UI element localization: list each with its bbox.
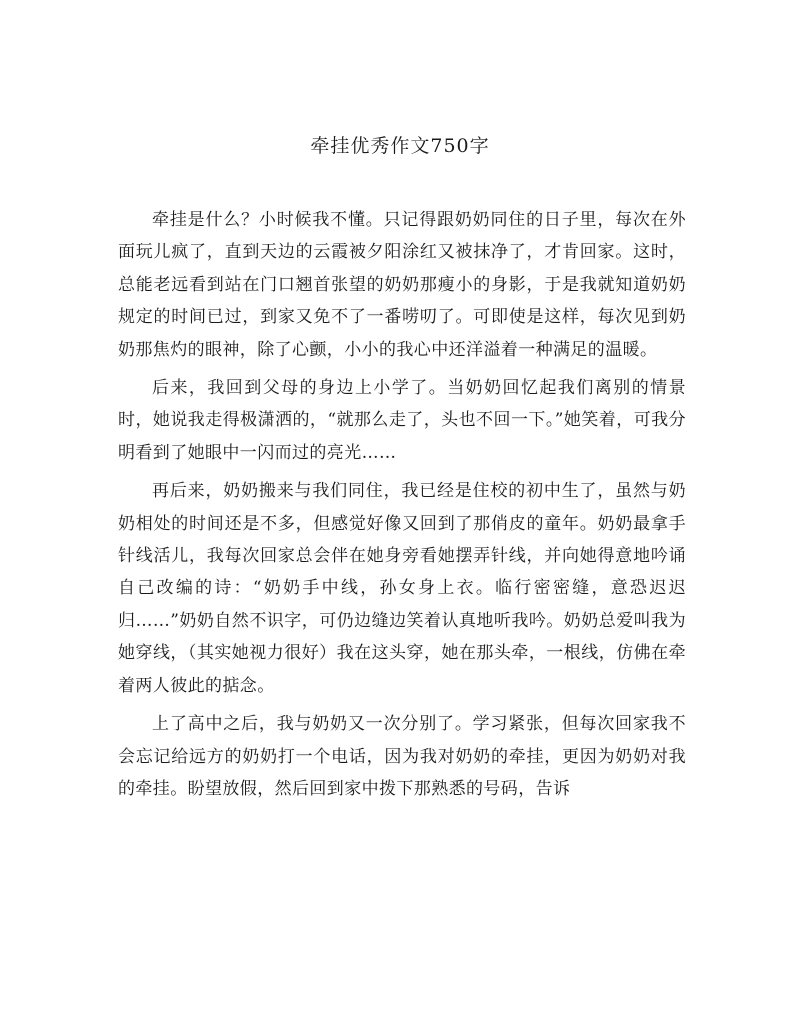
document-body	[118, 204, 686, 811]
paragraph-1: 牵挂是什么？小时候我不懂。只记得跟奶奶同住的日子里，每次在外面玩儿疯了，直到天边的云霞被夕阳涂红又被抹净了，才肯回家。这时，总能老远看到站在门口翘首张望的奶奶那瘦小的身影，于是我就知道奶奶规定的时间已过，到家又免不了一番唠叨了。可即使是这样，每次见到奶奶那焦灼的眼神，除了心颤，小小的我心中还洋溢着一种满足的温暖。	[118, 210, 686, 360]
paragraph-2: 后来，我回到父母的身边上小学了。当奶奶回忆起我们离别的情景时，她说我走得极潇洒的，“就那么走了，头也不回一下。”她笑着，可我分明看到了她眼中一闪而过的亮光……	[118, 378, 686, 463]
document-title: 牵挂优秀作文750字	[310, 135, 490, 157]
paragraph-4: 上了高中之后，我与奶奶又一次分别了。学习紧张，但每次回家我不会忘记给远方的奶奶打一个电话，因为我对奶奶的牵挂，更因为奶奶对我的牵挂。盼望放假，然后回到家中拨下那熟悉的号码，告诉	[118, 714, 686, 799]
paragraph-3: 再后来，奶奶搬来与我们同住，我已经是住校的初中生了，虽然与奶奶相处的时间还是不多，但感觉好像又回到了那俏皮的童年。奶奶最拿手针线活儿，我每次回家总会伴在她身旁看她摆弄针线，并向她得意地吟诵自己改编的诗：“奶奶手中线，孙女身上衣。临行密密缝，意恐迟迟归……”奶奶自然不识字，可仍边缝边笑着认真地听我吟。奶奶总爱叫我为她穿线，（其实她视力很好）我在这头穿，她在那头牵，一根线，仿佛在牵着两人彼此的掂念。	[118, 481, 686, 696]
